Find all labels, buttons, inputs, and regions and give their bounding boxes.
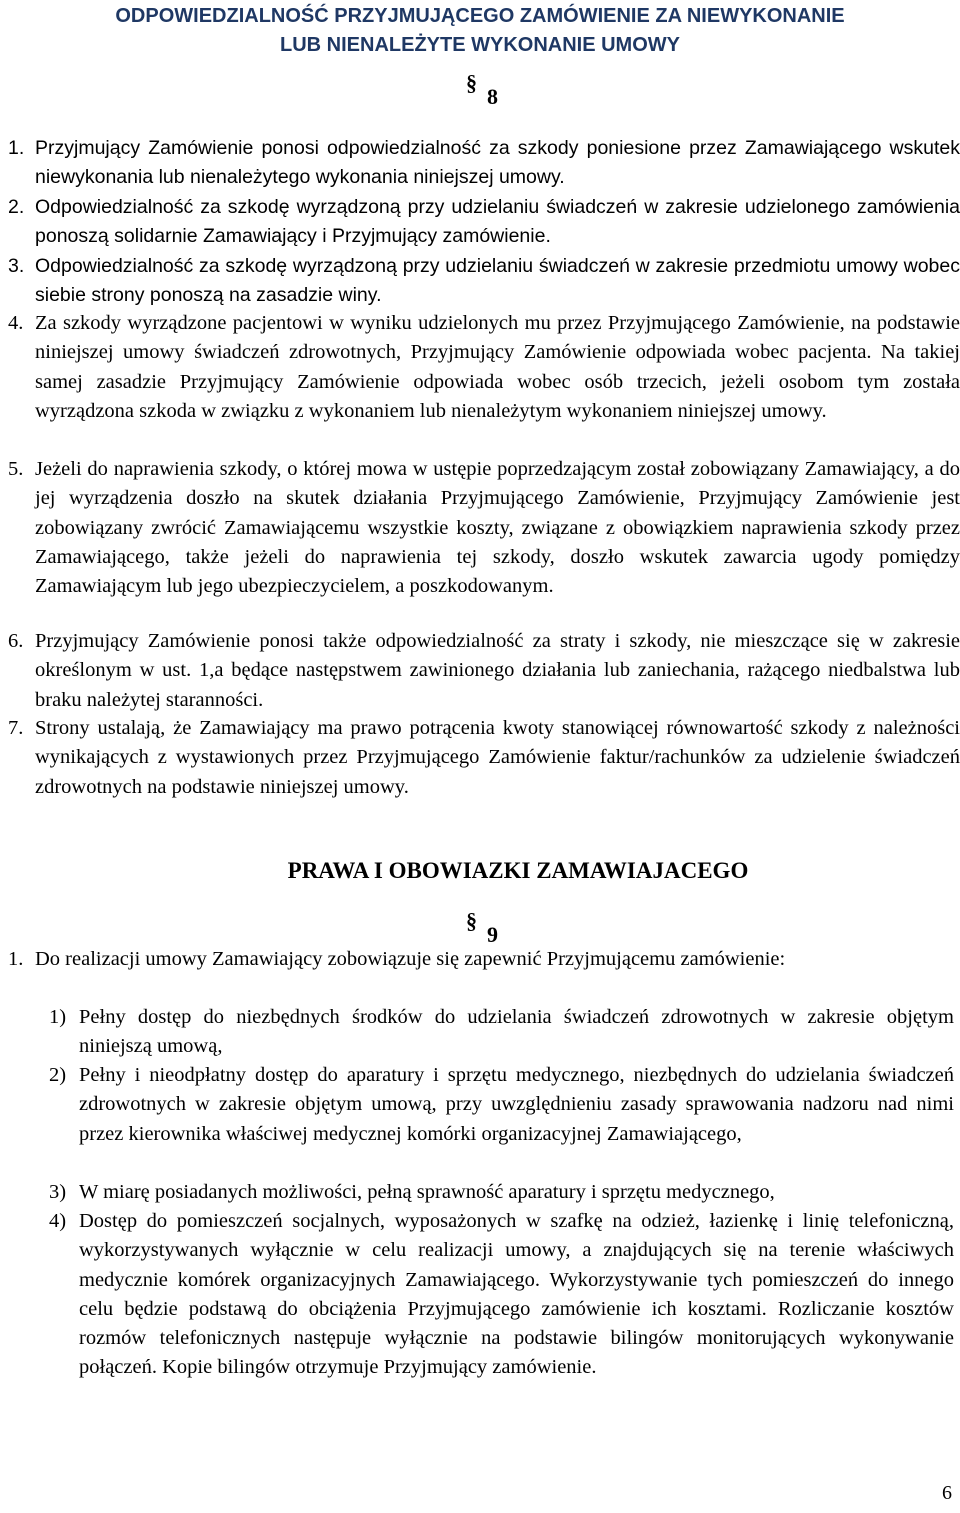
item-text: Do realizacji umowy Zamawiający zobowiązuje się zapewnić Przyjmującemu zamówienie: xyxy=(35,948,786,970)
sub-item-number: 1) xyxy=(49,1006,67,1028)
item-number: 4. xyxy=(8,312,24,334)
sub-item-text: Dostęp do pomieszczeń socjalnych, wyposażonych w szafkę na odzież, łazienkę i linię telefoniczną, wykorzystywanych wyłącznie w celu realizacji umowy, a znajdujących się na terenie właściwych medycznie komórek organizacyjnych Zamawiającego. Wykorzystywanie tych pomieszczeń do innego celu będzie podstawą do obciążenia Przyjmującego zamówienie ich kosztami. Rozliczanie kosztów rozmów telefonicznych następuje wyłącznie na podstawie bilingów monitorujących wykonywanie połączeń. Kopie bilingów otrzymuje Przyjmujący zamówienie. xyxy=(79,1210,954,1379)
page-number: 6 xyxy=(942,1482,952,1504)
sub-item-text: W miarę posiadanych możliwości, pełną sprawność aparatury i sprzętu medycznego, xyxy=(79,1181,775,1203)
section-number: 9 xyxy=(487,922,498,947)
title-line-1: ODPOWIEDZIALNOŚĆ PRZYJMUJĄCEGO ZAMÓWIENIE ZA NIEWYKONANIE xyxy=(115,5,845,27)
section-heading: PRAWA I OBOWIAZKI ZAMAWIAJACEGO xyxy=(287,858,749,883)
sub-item-number: 3) xyxy=(49,1181,67,1203)
item-number: 1. xyxy=(8,137,25,159)
item-text: Przyjmujący Zamówienie ponosi odpowiedzialność za szkody poniesione przez Zamawiającego wskutek niewykonania lub nienależytego wykonania niniejszej umowy. xyxy=(35,137,960,189)
sub-item-number: 2) xyxy=(49,1064,67,1086)
sub-item-text: Pełny dostęp do niezbędnych środków do udzielania świadczeń zdrowotnych w zakresie objętym niniejszą umową, xyxy=(79,1006,954,1058)
sub-item-text: Pełny i nieodpłatny dostęp do aparatury i sprzętu medycznego, niezbędnych do udzielania świadczeń zdrowotnych w zakresie objętym umową, przy uwzględnieniu zasady sprawowania nadzoru nad nimi przez kierownika właściwej medycznej komórki organizacyjnej Zamawiającego, xyxy=(79,1064,954,1145)
item-text: Odpowiedzialność za szkodę wyrządzoną przy udzielaniu świadczeń w zakresie przedmiotu umowy wobec siebie strony ponoszą na zasadzie winy. xyxy=(35,255,960,307)
section-sign: § xyxy=(466,908,477,933)
item-number: 5. xyxy=(8,458,24,480)
document-title xyxy=(30,2,930,60)
item-number: 6. xyxy=(8,630,24,652)
section-sign: § xyxy=(466,70,477,95)
item-number: 2. xyxy=(8,196,25,218)
item-text: Odpowiedzialność za szkodę wyrządzoną przy udzielaniu świadczeń w zakresie udzielonego zamówienia ponoszą solidarnie Zamawiający i Przyjmujący zamówienie. xyxy=(35,196,960,248)
item-text: Jeżeli do naprawienia szkody, o której mowa w ustępie poprzedzającym został zobowiązany Zamawiający, a do jej wyrządzenia doszło na skutek działania Przyjmującego Zamówienie, Przyjmujący Zamówienie jest zobowiązany zwrócić Zamawiającemu wszystkie koszty, związane z obowiązkiem naprawienia szkody przez Zamawiającego, także jeżeli do naprawienia tej szkody, doszło wskutek zawarcia ugody pomiędzy Zamawiającym lub jego ubezpieczycielem, a poszkodowanym. xyxy=(35,458,960,598)
item-text: Za szkody wyrządzone pacjentowi w wyniku udzielonych mu przez Przyjmującego Zamówienie, na podstawie niniejszej umowy świadczeń zdrowotnych, Przyjmujący Zamówienie odpowiada wobec pacjenta. Na takiej samej zasadzie Przyjmujący Zamówienie odpowiada wobec osób trzecich, jeżeli osobom tym została wyrządzona szkoda w związku z wykonaniem lub nienależytym wykonaniem niniejszej umowy. xyxy=(35,312,960,422)
item-number: 3. xyxy=(8,255,25,277)
item-number: 1. xyxy=(8,948,24,970)
title-line-2: LUB NIENALEŻYTE WYKONANIE UMOWY xyxy=(280,34,680,56)
item-text: Strony ustalają, że Zamawiający ma prawo potrącenia kwoty stanowiącej równowartość szkody z należności wynikających z wystawionych przez Przyjmującego Zamówienie faktur/rachunków za udzielenie świadczeń zdrowotnych na podstawie niniejszej umowy. xyxy=(35,717,960,798)
item-text: Przyjmujący Zamówienie ponosi także odpowiedzialność za straty i szkody, nie mieszczące się w zakresie określonym w ust. 1,a będące następstwem zawinionego działania lub zaniechania, rażącego niedbalstwa lub braku należytej staranności. xyxy=(35,630,960,711)
sub-item-number: 4) xyxy=(49,1210,67,1232)
section-number: 8 xyxy=(487,84,498,109)
item-number: 7. xyxy=(8,717,24,739)
